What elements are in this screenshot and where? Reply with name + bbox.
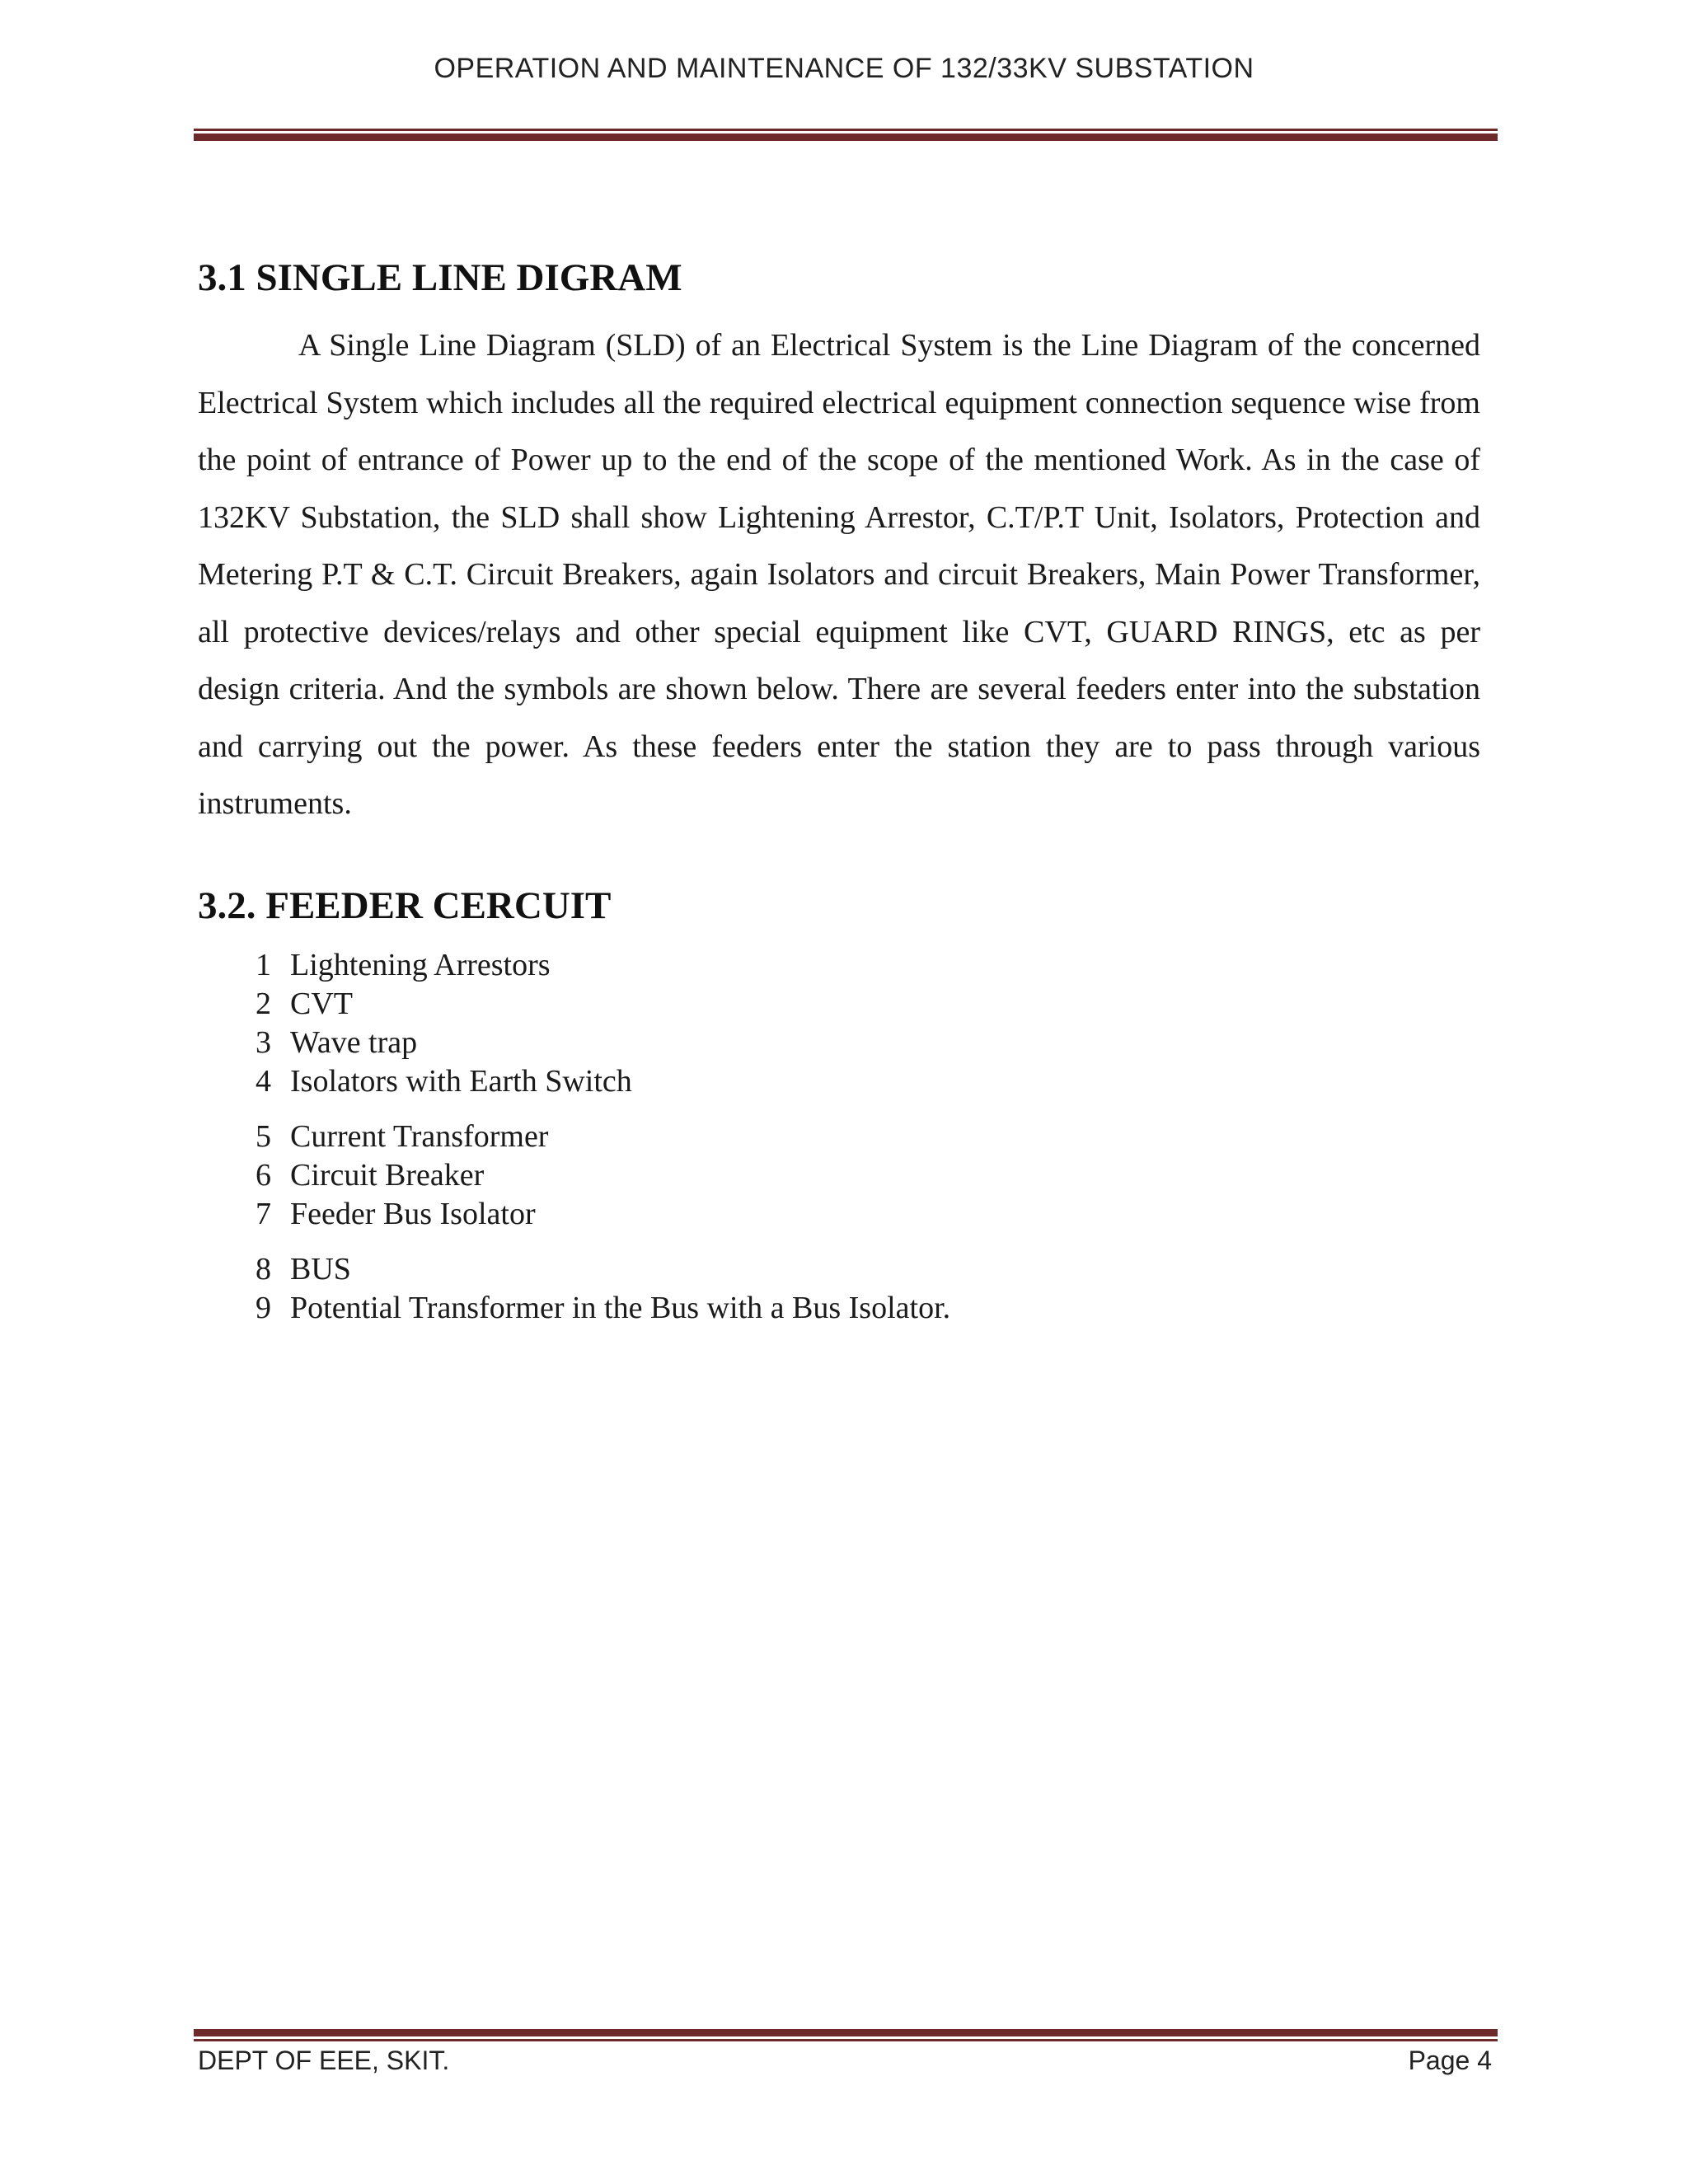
footer-department: DEPT OF EEE, SKIT.	[198, 2046, 450, 2075]
feeder-list	[256, 946, 1409, 1328]
list-item-label: Isolators with Earth Switch	[290, 1064, 632, 1099]
list-item	[256, 1062, 1409, 1101]
list-item-number: 6	[256, 1158, 271, 1193]
list-item	[256, 1250, 1409, 1289]
list-item-label: BUS	[290, 1252, 351, 1286]
list-item-number: 9	[256, 1291, 271, 1325]
list-item-number: 4	[256, 1064, 271, 1099]
list-item-number: 7	[256, 1197, 271, 1231]
list-item-label: Lightening Arrestors	[290, 948, 551, 982]
footer-rule	[194, 2029, 1498, 2041]
section-title-feeder-circuit: 3.2. FEEDER CERCUIT	[198, 884, 612, 927]
list-item-number: 5	[256, 1119, 271, 1154]
list-item-label: Circuit Breaker	[290, 1158, 485, 1193]
list-item	[256, 1156, 1409, 1195]
list-item-label: CVT	[290, 987, 353, 1021]
list-item	[256, 1195, 1409, 1234]
list-item-label: Feeder Bus Isolator	[290, 1197, 536, 1231]
sld-paragraph: A Single Line Diagram (SLD) of an Electrical System is the Line Diagram of the concerned Electrical System which includes all the required electrical equipment connection sequence wise from the point of entrance of Power up to the end of the scope of the mentioned Work. As in the case of 132KV Substation, the SLD shall show Lightening Arrestor, C.T/P.T Unit, Isolators, Protection and Metering P.T & C.T. Circuit Breakers, again Isolators and circuit Breakers, Main Power Transformer, all protective devices/relays and other special equipment like CVT, GUARD RINGS, etc as per design criteria. And the symbols are shown below. There are several feeders enter into the substation and carrying out the power. As these feeders enter the station they are to pass through various instruments.	[198, 328, 1480, 821]
list-item-number: 3	[256, 1025, 271, 1060]
list-item-label: Current Transformer	[290, 1119, 549, 1154]
list-item-number: 1	[256, 948, 271, 982]
list-item-label: Wave trap	[290, 1025, 418, 1060]
header-rule	[194, 129, 1498, 141]
page-header: OPERATION AND MAINTENANCE OF 132/33KV SUBSTATION	[434, 53, 1254, 84]
list-item-number: 2	[256, 987, 271, 1021]
list-item	[256, 1024, 1409, 1062]
list-item	[256, 1289, 1409, 1328]
page-number: Page 4	[1408, 2046, 1492, 2075]
list-item-label: Potential Transformer in the Bus with a Bus Isolator.	[290, 1291, 951, 1325]
list-item	[256, 1118, 1409, 1156]
list-item	[256, 985, 1409, 1024]
list-item-number: 8	[256, 1252, 271, 1286]
section-title-single-line-diagram: 3.1 SINGLE LINE DIGRAM	[198, 256, 682, 299]
list-item	[256, 946, 1409, 985]
